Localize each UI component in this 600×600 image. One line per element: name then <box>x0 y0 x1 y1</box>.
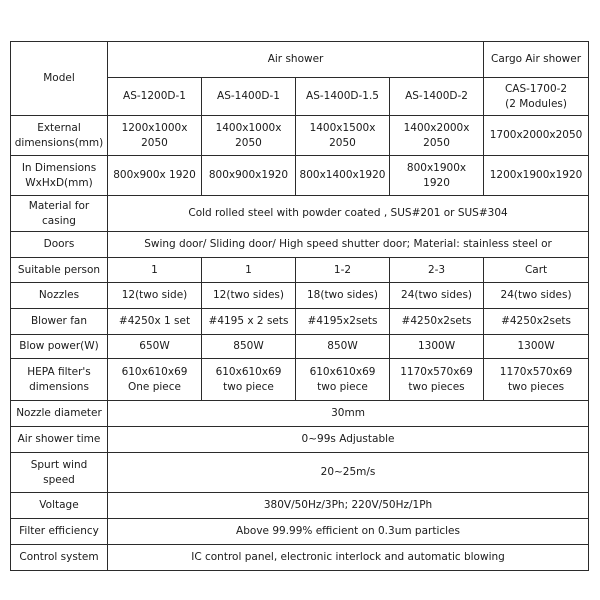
row-label: Control system <box>11 545 108 571</box>
table-cell <box>108 116 202 156</box>
row-label <box>11 196 108 232</box>
label-line: Spurt wind <box>30 458 88 471</box>
table-cell <box>202 116 296 156</box>
table-cell: #4250x 1 set <box>108 309 202 335</box>
row-label: Voltage <box>11 493 108 519</box>
row-label: Nozzles <box>11 283 108 309</box>
row-voltage <box>11 493 589 519</box>
spec-table <box>10 41 589 571</box>
table-cell <box>390 116 484 156</box>
cell-line: 2050 <box>329 136 356 149</box>
row-label: Doors <box>11 232 108 258</box>
table-cell: 800x1400x1920 <box>296 156 390 196</box>
table-cell-span: 20~25m/s <box>108 453 589 493</box>
row-label: Air shower time <box>11 427 108 453</box>
row-external-dimensions <box>11 116 589 156</box>
table-cell: 800x900x1920 <box>202 156 296 196</box>
row-label <box>11 359 108 401</box>
table-cell-span: Above 99.99% efficient on 0.3um particles <box>108 519 589 545</box>
table-cell-span <box>108 232 589 258</box>
cell-line: two piece <box>223 380 274 393</box>
air-shower-header: Air shower <box>108 42 484 78</box>
table-cell <box>296 116 390 156</box>
table-cell <box>484 359 589 401</box>
table-cell: 12(two sides) <box>202 283 296 309</box>
table-cell: 24(two sides) <box>484 283 589 309</box>
row-label: Blow power(W) <box>11 335 108 359</box>
row-blow-power <box>11 335 589 359</box>
table-cell-span: 30mm <box>108 401 589 427</box>
cargo-model-name: CAS-1700-2 <box>504 82 568 95</box>
table-cell: 18(two sides) <box>296 283 390 309</box>
row-label: Filter efficiency <box>11 519 108 545</box>
row-control-system <box>11 545 589 571</box>
row-suitable-person <box>11 258 589 283</box>
table-cell: 1 <box>202 258 296 283</box>
table-cell-span: 0~99s Adjustable <box>108 427 589 453</box>
table-cell: #4195 x 2 sets <box>202 309 296 335</box>
table-cell: 650W <box>108 335 202 359</box>
label-line: In Dimensions <box>21 161 97 174</box>
label-line: Material for <box>28 199 90 212</box>
table-cell: 1300W <box>484 335 589 359</box>
label-line: speed <box>43 473 75 486</box>
row-label: Blower fan <box>11 309 108 335</box>
label-line: External <box>37 121 81 134</box>
cargo-model-note: (2 Modules) <box>505 97 567 110</box>
row-hepa-filter <box>11 359 589 401</box>
row-doors <box>11 232 589 258</box>
row-blower-fan <box>11 309 589 335</box>
table-cell: 1300W <box>390 335 484 359</box>
cell-line: 2050 <box>235 136 262 149</box>
table-cell: #4195x2sets <box>296 309 390 335</box>
row-label <box>11 453 108 493</box>
row-spurt-wind-speed <box>11 453 589 493</box>
row-air-shower-time <box>11 427 589 453</box>
table-cell: 12(two side) <box>108 283 202 309</box>
cell-line: 610x610x69 <box>309 365 376 378</box>
row-inner-dimensions <box>11 156 589 196</box>
header-row-group <box>11 42 589 78</box>
table-cell <box>202 359 296 401</box>
cell-line: 1400x2000x <box>403 121 470 134</box>
cargo-air-shower-header: Cargo Air shower <box>484 42 589 78</box>
cell-line: 1170x570x69 <box>499 365 573 378</box>
cell-line: 610x610x69 <box>121 365 188 378</box>
label-line: casing <box>42 214 76 227</box>
table-cell: 1200x1900x1920 <box>484 156 589 196</box>
model-name: AS-1400D-1.5 <box>296 78 390 116</box>
label-line: WxHxD(mm) <box>25 176 93 189</box>
row-label <box>11 156 108 196</box>
table-cell <box>390 359 484 401</box>
cell-line: 2050 <box>423 136 450 149</box>
table-cell <box>296 359 390 401</box>
table-cell: 850W <box>296 335 390 359</box>
model-name: AS-1400D-2 <box>390 78 484 116</box>
label-line: dimensions(mm) <box>14 136 104 149</box>
cell-line: 1920 <box>423 176 450 189</box>
row-label: Suitable person <box>11 258 108 283</box>
table-cell: 800x900x 1920 <box>108 156 202 196</box>
table-cell-span: 380V/50Hz/3Ph; 220V/50Hz/1Ph <box>108 493 589 519</box>
cell-line: two pieces <box>507 380 565 393</box>
table-cell: 1700x2000x2050 <box>484 116 589 156</box>
table-cell-span: IC control panel, electronic interlock and automatic blowing <box>108 545 589 571</box>
table-cell <box>390 156 484 196</box>
cell-line: One piece <box>128 380 181 393</box>
label-line: dimensions <box>29 380 89 393</box>
table-cell: 2-3 <box>390 258 484 283</box>
cell-line: 2050 <box>141 136 168 149</box>
table-cell: 850W <box>202 335 296 359</box>
label-line: HEPA filter's <box>27 365 91 378</box>
model-name: AS-1400D-1 <box>202 78 296 116</box>
table-cell: #4250x2sets <box>484 309 589 335</box>
row-filter-efficiency <box>11 519 589 545</box>
cell-line: two piece <box>317 380 368 393</box>
cell-line: 1400x1000x <box>215 121 282 134</box>
cell-line: 1200x1000x <box>121 121 188 134</box>
table-cell: #4250x2sets <box>390 309 484 335</box>
row-label <box>11 116 108 156</box>
cell-line: two pieces <box>408 380 465 393</box>
doors-text: Swing door/ Sliding door/ High speed shutter door; Material: stainless steel or <box>144 238 552 250</box>
cell-line: 1400x1500x <box>309 121 376 134</box>
row-nozzles <box>11 283 589 309</box>
row-label: Nozzle diameter <box>11 401 108 427</box>
model-name: AS-1200D-1 <box>108 78 202 116</box>
row-nozzle-diameter <box>11 401 589 427</box>
table-cell: 24(two sides) <box>390 283 484 309</box>
table-cell: Cart <box>484 258 589 283</box>
table-cell-span: Cold rolled steel with powder coated , SUS#201 or SUS#304 <box>108 196 589 232</box>
table-cell <box>108 359 202 401</box>
model-header: Model <box>11 42 108 116</box>
cell-line: 610x610x69 <box>215 365 282 378</box>
table-cell: 1-2 <box>296 258 390 283</box>
table-cell: 1 <box>108 258 202 283</box>
row-material <box>11 196 589 232</box>
model-name-cargo <box>484 78 589 116</box>
cell-line: 1170x570x69 <box>400 365 473 378</box>
cell-line: 800x1900x <box>406 161 467 174</box>
